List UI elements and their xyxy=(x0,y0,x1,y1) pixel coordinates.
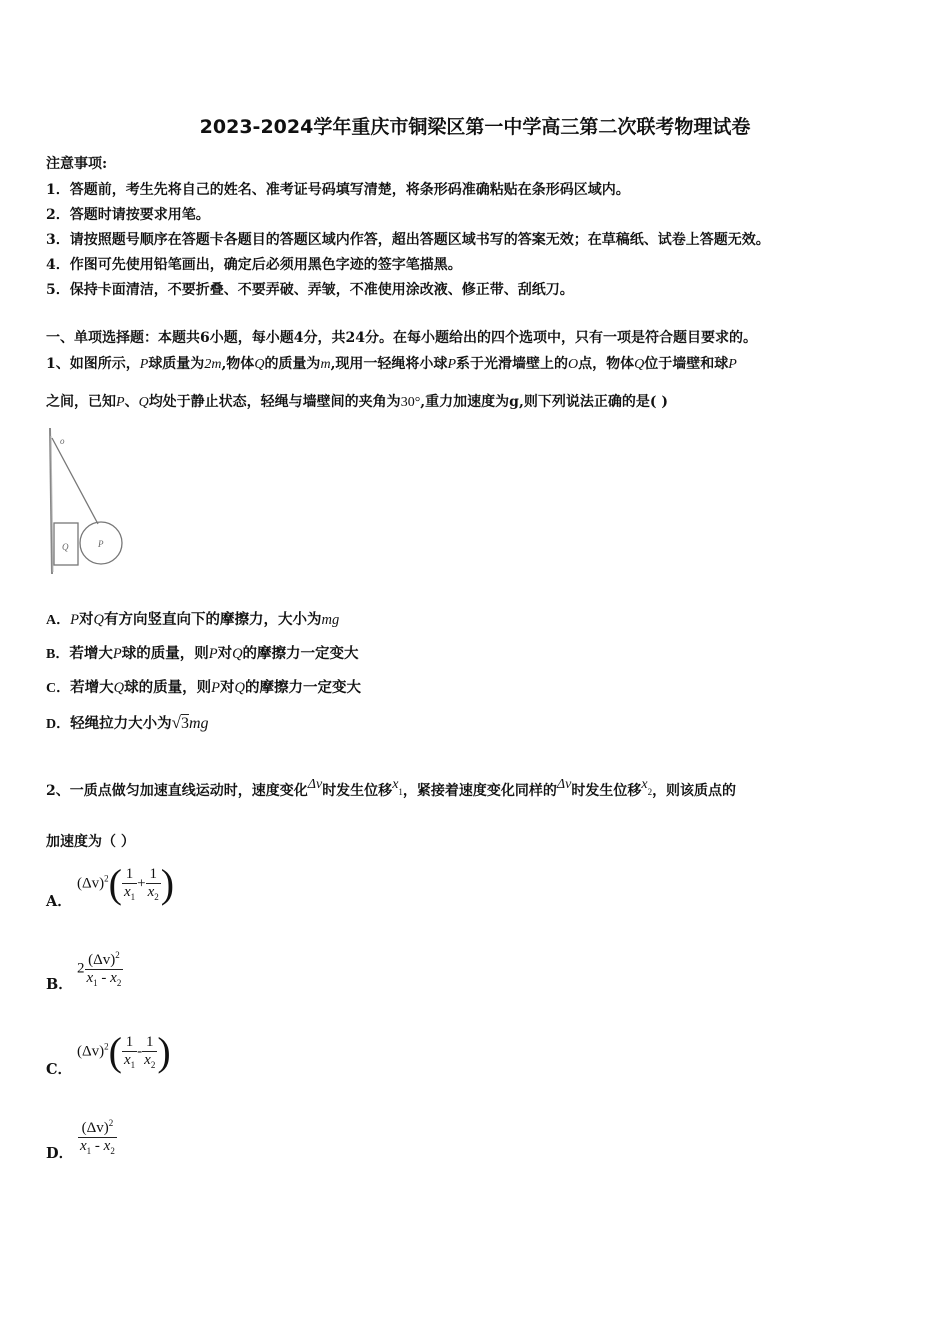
label-q: Q xyxy=(62,542,69,552)
rope-line xyxy=(52,438,98,524)
q1-stem-line1: 1、如图所示，P球质量为2m,物体Q的质量为m,现用一轻绳将小球P系于光滑墙壁上的O点，物体Q位于墙壁和球P xyxy=(46,356,737,372)
label-o: o xyxy=(60,436,65,446)
q2-option-b-label[interactable]: B． xyxy=(46,976,73,993)
q2-option-a-formula[interactable]: $(\Delta v)^2$( $\frac{1}{x_1}$ + $\frac{1}{x_2}$ ) xyxy=(77,861,175,906)
q2-option-d-formula[interactable]: $\frac{(\Delta v)^2}{x_1 - x_2}$ xyxy=(80,1118,115,1156)
q1-option-a[interactable]: A．P对Q有方向竖直向下的摩擦力，大小为mg xyxy=(46,611,340,628)
q1-figure xyxy=(40,426,130,576)
q1-option-c[interactable]: C．若增大Q球的质量，则P对Q的摩擦力一定变大 xyxy=(46,679,361,696)
notice-item-2: 2．答题时请按要求用笔。 xyxy=(46,207,210,223)
q1-stem-line2: 之间，已知P、Q均处于静止状态，轻绳与墙壁间的夹角为30°,重力加速度为g,则下列说法正确的是( ) xyxy=(46,394,668,410)
notice-item-5: 5．保持卡面清洁，不要折叠、不要弄破、弄皱，不准使用涂改液、修正带、刮纸刀。 xyxy=(46,282,574,298)
exam-title: 2023-2024学年重庆市铜梁区第一中学高三第二次联考物理试卷 xyxy=(199,116,751,138)
q1-option-d[interactable]: D．轻绳拉力大小为√3mg xyxy=(46,713,209,732)
q2-stem-line1: 2、一质点做匀加速直线运动时，速度变化Δv时发生位移$x_1$，紧接着速度变化同样的Δv时发生位移$x_2$，则该质点的 xyxy=(46,777,737,799)
q2-option-b-formula[interactable]: 2 $\frac{(\Delta v)^2}{x_1 - x_2}$ xyxy=(77,950,122,988)
notice-item-1: 1．答题前，考生先将自己的姓名、准考证号码填写清楚，将条形码准确粘贴在条形码区域内。 xyxy=(46,182,630,198)
notice-item-3: 3．请按照题号顺序在答题卡各题目的答题区域内作答，超出答题区域书写的答案无效；在草稿纸、试卷上答题无效。 xyxy=(46,232,770,248)
q2-option-c-formula[interactable]: $(\Delta v)^2$( $\frac{1}{x_1}$ - $\frac{1}{x_2}$ ) xyxy=(77,1029,171,1074)
label-p: P xyxy=(98,539,104,549)
q1-option-b[interactable]: B．若增大P球的质量，则P对Q的摩擦力一定变大 xyxy=(46,645,359,662)
section-heading: 一、单项选择题：本题共6小题，每小题4分，共24分。在每小题给出的四个选项中，只有一项是符合题目要求的。 xyxy=(46,330,757,346)
q2-option-d-label[interactable]: D． xyxy=(46,1145,74,1162)
q2-option-c-label[interactable]: C． xyxy=(46,1061,73,1078)
q2-option-a-label[interactable]: A． xyxy=(46,893,72,910)
notice-item-4: 4．作图可先使用铅笔画出，确定后必须用黑色字迹的签字笔描黑。 xyxy=(46,257,462,273)
notice-heading: 注意事项: xyxy=(46,156,108,172)
q2-stem-line2: 加速度为（ ） xyxy=(46,834,135,850)
